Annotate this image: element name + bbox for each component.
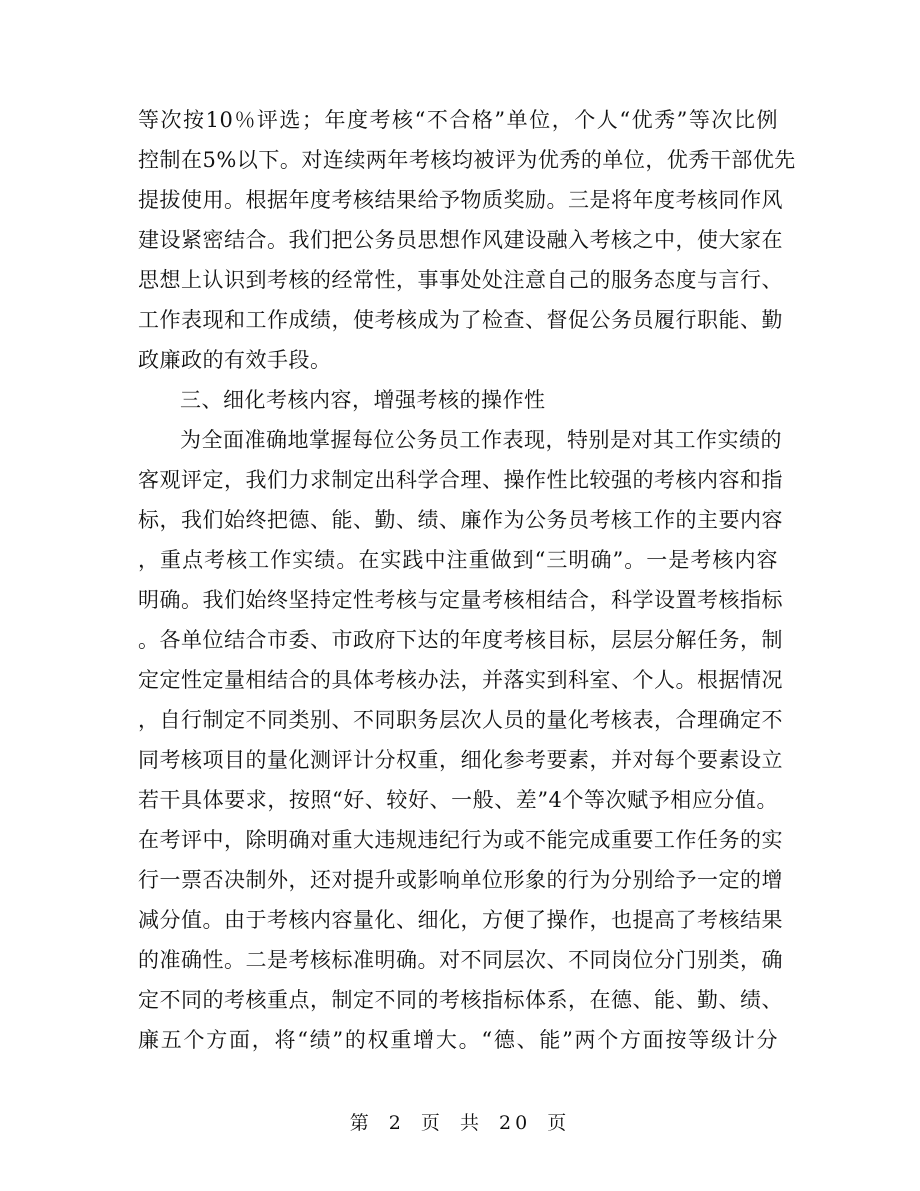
text-line: 廉五个方面，将“绩”的权重增大。“德、能”两个方面按等级计分	[138, 1028, 778, 1052]
text-line: 思想上认识到考核的经常性，事事处处注意自己的服务态度与言行、	[138, 268, 783, 292]
text-line: 政廉政的有效手段。	[138, 348, 332, 372]
text-line: 同考核项目的量化测评计分权重，细化参考要素，并对每个要素设立	[138, 748, 783, 772]
section-heading: 三、细化考核内容，增强考核的操作性	[180, 388, 546, 412]
text-line: 行一票否决制外，还对提升或影响单位形象的行为分别给予一定的增	[138, 868, 783, 892]
text-line: 提拔使用。根据年度考核结果给予物质奖励。三是将年度考核同作风	[138, 188, 783, 212]
text-line: 标，我们始终把德、能、勤、绩、廉作为公务员考核工作的主要内容	[138, 508, 783, 532]
text-line: 在考评中，除明确对重大违规违纪行为或不能完成重要工作任务的实	[138, 828, 783, 852]
text-line: 明确。我们始终坚持定性考核与定量考核相结合，科学设置考核指标	[138, 588, 783, 612]
text-line: 若干具体要求，按照“好、较好、一般、差”4个等次赋予相应分值。	[138, 788, 778, 812]
text-line: 为全面准确地掌握每位公务员工作表现，特别是对其工作实绩的	[180, 428, 782, 452]
text-line: 客观评定，我们力求制定出科学合理、操作性比较强的考核内容和指	[138, 468, 783, 492]
text-line: 控制在5%以下。对连续两年考核均被评为优秀的单位，优秀干部优先	[138, 148, 796, 172]
text-line: 。各单位结合市委、市政府下达的年度考核目标，层层分解任务，制	[138, 628, 783, 652]
text-line: ，自行制定不同类别、不同职务层次人员的量化考核表，合理确定不	[138, 708, 783, 732]
text-line: 定定性定量相结合的具体考核办法，并落实到科室、个人。根据情况	[138, 668, 783, 692]
text-line: ，重点考核工作实绩。在实践中注重做到“三明确”。一是考核内容	[138, 548, 778, 572]
text-line: 等次按10％评选；年度考核“不合格”单位，个人“优秀”等次比例	[138, 108, 778, 132]
page-number-footer: 第 2 页 共 20 页	[349, 1112, 571, 1134]
text-line: 减分值。由于考核内容量化、细化，方便了操作，也提高了考核结果	[138, 908, 783, 932]
text-line: 的准确性。二是考核标准明确。对不同层次、不同岗位分门别类，确	[138, 948, 783, 972]
text-line: 建设紧密结合。我们把公务员思想作风建设融入考核之中，使大家在	[138, 228, 783, 252]
text-line: 工作表现和工作成绩，使考核成为了检查、督促公务员履行职能、勤	[138, 308, 783, 332]
text-line: 定不同的考核重点，制定不同的考核指标体系，在德、能、勤、绩、	[138, 988, 783, 1012]
body-text	[138, 100, 796, 1060]
